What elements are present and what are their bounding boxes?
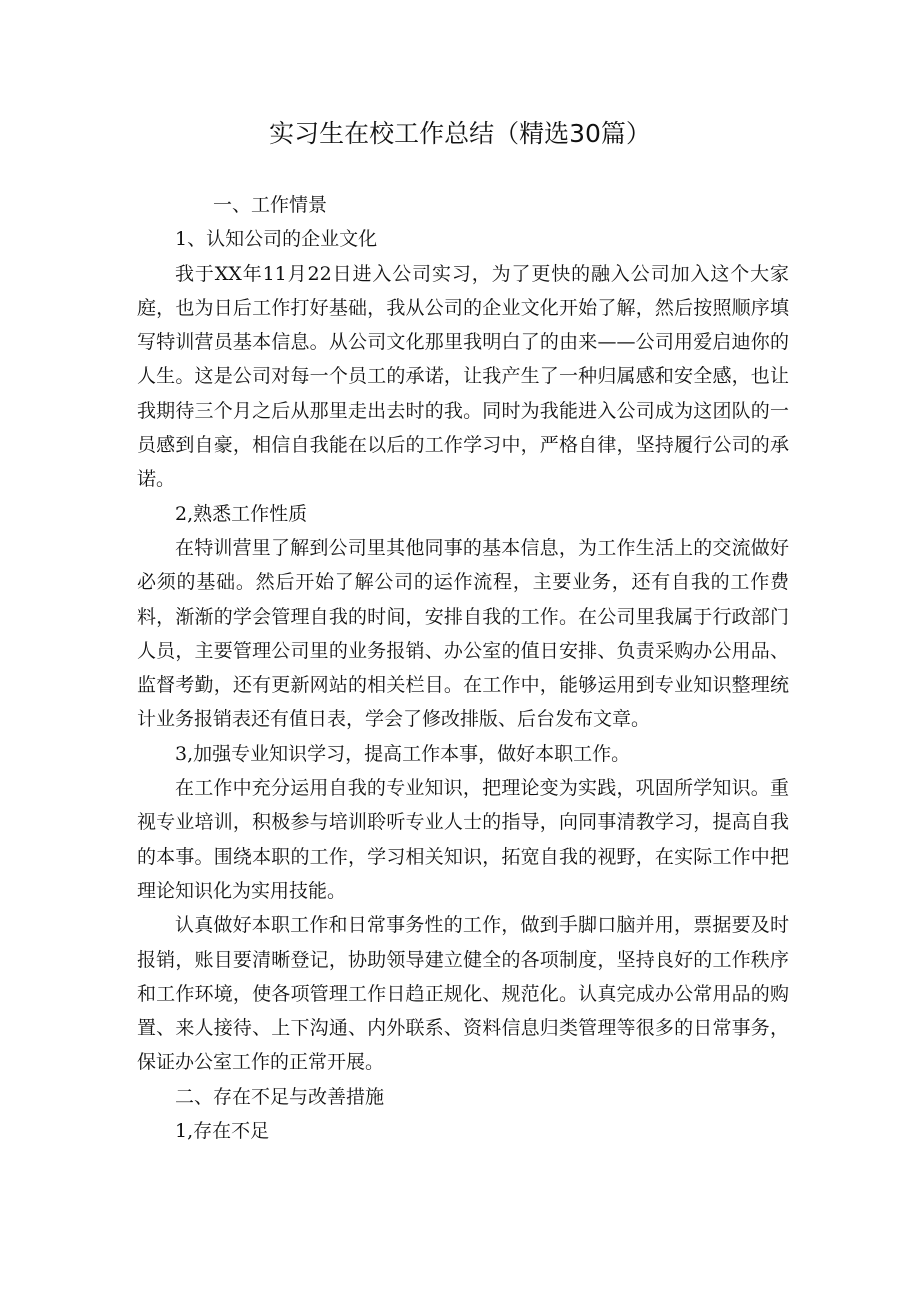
body-paragraph: 在工作中充分运用自我的专业知识，把理论变为实践，巩固所学知识。重视专业培训，积极参与培训聆听专业人士的指导，向同事清教学习，提高自我的本事。围绕本职的工作，学习相关知识，拓宽自我的视野，在实际工作中把理论知识化为实用技能。	[137, 777, 789, 902]
document-title: 实习生在校工作总结（精选30篇）	[269, 119, 651, 148]
document-body	[137, 188, 789, 1148]
body-paragraph: 在特训营里了解到公司里其他同事的基本信息，为工作生活上的交流做好必须的基础。然后开始了解公司的运作流程，主要业务，还有自我的工作费料，渐渐的学会管理自我的时间，安排自我的工作。在公司里我属于行政部门人员，主要管理公司里的业务报销、办公室的值日安排、负责采购办公用品、监督考勤，还有更新网站的相关栏目。在工作中，能够运用到专业知识整理统计业务报销表还有值日表，学会了修改排版、后台发布文章。	[137, 536, 789, 731]
subsection-heading: 2,熟悉工作性质	[175, 502, 308, 525]
subsection-heading: 3,加强专业知识学习，提高工作本事，做好本职工作。	[175, 742, 631, 765]
subsection-heading: 1,存在不足	[175, 1120, 270, 1143]
subsection-heading: 1、认知公司的企业文化	[175, 228, 378, 251]
section-heading: 二、存在不足与改善措施	[175, 1085, 385, 1108]
body-paragraph: 认真做好本职工作和日常事务性的工作，做到手脚口脑并用，票据要及时报销，账目要清晰登记，协助领导建立健全的各项制度，坚持良好的工作秩序和工作环境，使各项管理工作日趋正规化、规范化。认真完成办公常用品的购置、来人接待、上下沟通、内外联系、资料信息归类管理等很多的日常事务，保证办公室工作的正常开展。	[137, 914, 789, 1074]
body-paragraph: 我于XX年11月22日进入公司实习，为了更快的融入公司加入这个大家庭，也为日后工作打好基础，我从公司的企业文化开始了解，然后按照顺序填写特训营员基本信息。从公司文化那里我明白了的由来——公司用爱启迪你的人生。这是公司对每一个员工的承诺，让我产生了一种归属感和安全感，也让我期待三个月之后从那里走出去时的我。同时为我能进入公司成为这团队的一员感到自豪，相信自我能在以后的工作学习中，严格自律，坚持履行公司的承诺。	[137, 262, 789, 491]
section-heading: 一、工作情景	[213, 194, 328, 216]
